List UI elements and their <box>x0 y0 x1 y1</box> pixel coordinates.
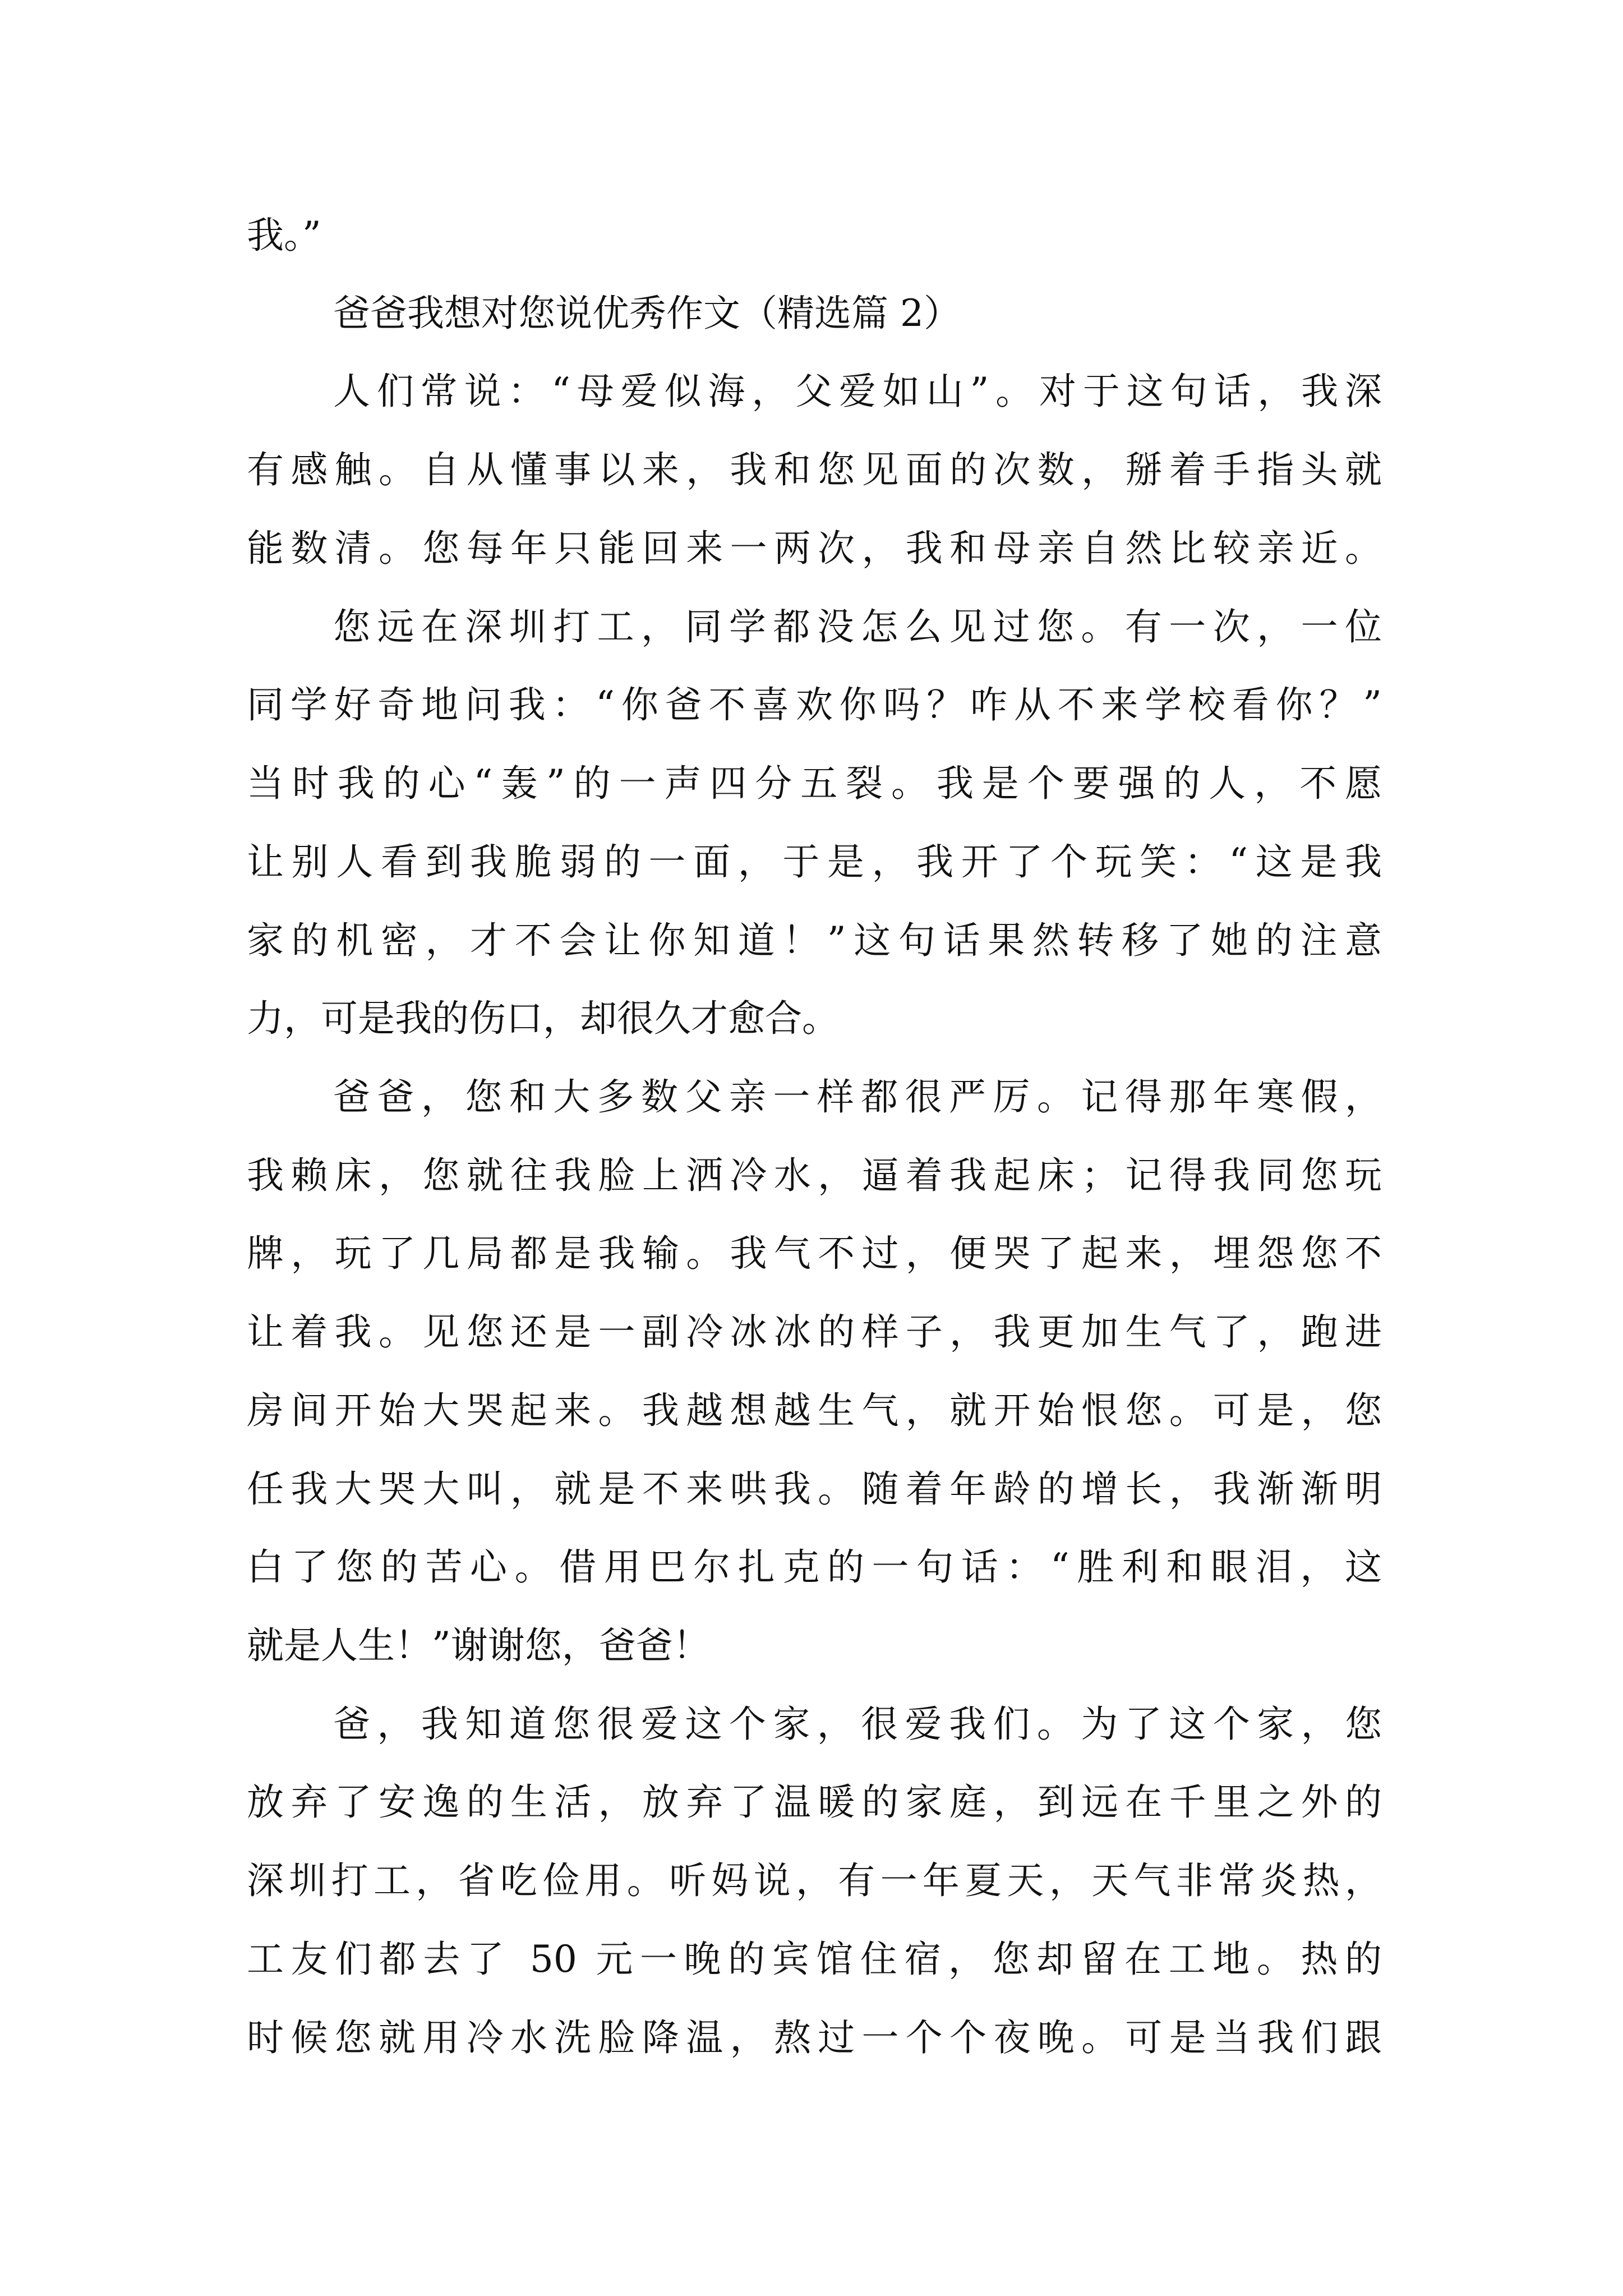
document-page: 我。” 爸爸我想对您说优秀作文（精选篇 2） 人们常说：“母爱似海，父爱如山”。对于这句话，我深 有感触。自从懂事以来，我和您见面的次数，掰着手指头就 能数清。您每年只能回来一两次，我和母亲自然比较亲近。 您远在深圳打工，同学都没怎么见过您。有一次，一位 同学好奇地问我：“你爸不喜欢你吗？咋从不来学校看你？” 当时我的心“轰”的一声四分五裂。我是个要强的人，不愿 让别人看到我脆弱的一面，于是，我开了个玩笑：“这是我 家的机密，才不会让你知道！”这句话果然转移了她的注意 力，可是我的伤口，却很久才愈合。 爸爸，您和大多数父亲一样都很严厉。记得那年寒假， 我赖床，您就往我脸上洒冷水，逼着我起床；记得我同您玩 牌，玩了几局都是我输。我气不过，便哭了起来，埋怨您不 让着我。见您还是一副冷冰冰的样子，我更加生气了，跑进 房间开始大哭起来。我越想越生气，就开始恨您。可是，您 任我大哭大叫，就是不来哄我。随着年龄的增长，我渐渐明 白了您的苦心。借用巴尔扎克的一句话：“胜利和眼泪，这 就是人生！”谢谢您，爸爸！ 爸，我知道您很爱这个家，很爱我们。为了这个家，您 放弃了安逸的生活，放弃了温暖的家庭，到远在千里之外的 深圳打工，省吃俭用。听妈说，有一年夏天，天气非常炎热， 工友们都去了 50 元一晚的宾馆住宿，您却留在工地。热的 时候您就用冷水洗脸降温，熬过一个个夜晚。可是当我们跟 <box>0 0 1623 2296</box>
